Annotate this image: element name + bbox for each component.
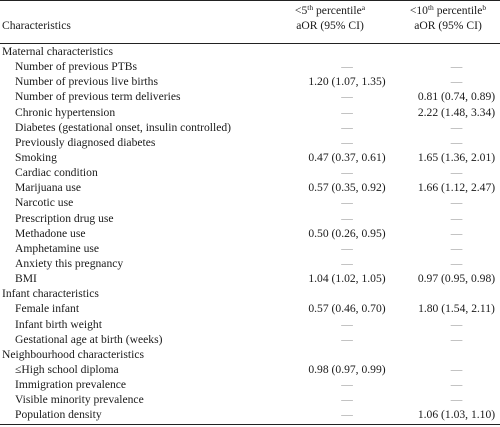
table-row <box>0 165 500 180</box>
aor-5th-percentile-cell: 0.57 (0.35, 0.92) <box>308 181 386 195</box>
row-label: ≤High school diploma <box>15 363 119 377</box>
table-row <box>0 271 500 286</box>
table-row <box>0 407 500 422</box>
aor-10th-percentile-cell <box>413 44 500 59</box>
header-text: percentile <box>313 4 362 17</box>
row-label: Narcotic use <box>15 196 74 210</box>
aor-5th-percentile-cell <box>297 44 413 59</box>
table-row <box>0 74 500 89</box>
header-text: <5 <box>294 4 308 17</box>
aor-5th-percentile-cell: — <box>341 378 353 392</box>
aor-10th-percentile-cell: — <box>450 257 463 271</box>
table-row <box>0 241 500 256</box>
aor-10th-percentile-cell: — <box>450 75 463 89</box>
table-row <box>0 59 500 74</box>
aor-10th-percentile-cell: — <box>450 378 463 392</box>
table-row <box>0 392 500 407</box>
section-label: Infant characteristics <box>2 287 99 301</box>
row-label: Immigration prevalence <box>15 378 127 392</box>
row-label: BMI <box>15 272 37 286</box>
aor-5th-percentile-cell: — <box>341 332 353 346</box>
aor-10th-percentile-cell: — <box>450 196 463 210</box>
column-header-line2: aOR (95% CI) <box>414 19 482 32</box>
aor-10th-percentile-cell: 2.22 (1.48, 3.34) <box>417 105 496 119</box>
row-label: Prescription drug use <box>15 211 114 225</box>
aor-10th-percentile-cell: — <box>450 120 463 134</box>
section-row <box>0 44 500 59</box>
header-footnote-mark: a <box>361 3 366 12</box>
table-row <box>0 135 500 150</box>
header-text: percentile <box>433 4 483 17</box>
row-label: Diabetes (gestational onset, insulin controlled) <box>15 120 232 134</box>
row-label: Infant birth weight <box>15 317 102 331</box>
aor-10th-percentile-cell: — <box>450 332 463 346</box>
aor-10th-percentile-cell: — <box>450 135 463 149</box>
aor-5th-percentile-cell: — <box>341 211 353 225</box>
table-row <box>0 120 500 135</box>
row-label: Visible minority prevalence <box>15 393 144 407</box>
section-label: Neighbourhood characteristics <box>2 347 144 361</box>
table-row <box>0 317 500 332</box>
aor-10th-percentile-cell <box>413 347 500 362</box>
aor-5th-percentile-cell <box>297 286 413 301</box>
section-row <box>0 286 500 301</box>
aor-10th-percentile-cell: — <box>450 226 463 240</box>
row-label: Marijuana use <box>15 181 81 195</box>
aor-5th-percentile-cell: 0.47 (0.37, 0.61) <box>308 151 386 165</box>
row-label: Anxiety this pregnancy <box>15 257 124 271</box>
aor-10th-percentile-cell: 0.81 (0.74, 0.89) <box>417 90 496 104</box>
aor-10th-percentile-cell: 1.80 (1.54, 2.11) <box>418 302 495 316</box>
table-row <box>0 150 500 165</box>
row-label: Number of previous term deliveries <box>15 90 181 104</box>
row-label: Gestational age at birth (weeks) <box>15 332 163 346</box>
table-row <box>0 362 500 377</box>
table-row <box>0 226 500 241</box>
aor-5th-percentile-cell: — <box>341 408 353 422</box>
aor-10th-percentile-cell: — <box>450 241 463 255</box>
aor-10th-percentile-cell: 1.66 (1.12, 2.47) <box>417 181 496 195</box>
row-label: Chronic hypertension <box>15 105 116 119</box>
aor-10th-percentile-cell: — <box>450 317 463 331</box>
table-bottom-rule <box>0 424 500 425</box>
row-label: Female infant <box>15 302 80 316</box>
header-footnote-mark: b <box>482 3 487 12</box>
aor-5th-percentile-cell: — <box>341 90 353 104</box>
aor-10th-percentile-cell: — <box>450 393 463 407</box>
row-label: Smoking <box>15 151 57 165</box>
column-header-line1 <box>282 3 378 18</box>
column-header-5th-percentile <box>282 3 378 33</box>
aor-10th-percentile-cell: 1.65 (1.36, 2.01) <box>417 151 496 165</box>
aor-5th-percentile-cell: 0.98 (0.97, 0.99) <box>308 363 386 377</box>
row-label: Number of previous live births <box>15 75 158 89</box>
header-text: <10 <box>409 4 428 17</box>
aor-5th-percentile-cell: — <box>341 393 353 407</box>
aor-5th-percentile-cell: — <box>341 135 353 149</box>
table-row <box>0 180 500 195</box>
table-row <box>0 256 500 271</box>
aor-5th-percentile-cell: — <box>341 196 353 210</box>
table-row <box>0 89 500 104</box>
aor-10th-percentile-cell <box>413 286 500 301</box>
aor-10th-percentile-cell: — <box>450 211 463 225</box>
aor-5th-percentile-cell: — <box>341 317 353 331</box>
aor-10th-percentile-cell: 0.97 (0.95, 0.98) <box>417 272 496 286</box>
column-header-line2: aOR (95% CI) <box>296 19 364 32</box>
aor-10th-percentile-cell: — <box>450 363 463 377</box>
row-label: Previously diagnosed diabetes <box>15 135 156 149</box>
aor-5th-percentile-cell: 1.20 (1.07, 1.35) <box>308 75 386 89</box>
header-sup: th <box>307 3 314 12</box>
table-body <box>0 44 500 423</box>
column-header-10th-percentile <box>398 3 498 33</box>
aor-5th-percentile-cell: 0.50 (0.26, 0.95) <box>308 226 386 240</box>
table-row <box>0 105 500 120</box>
aor-10th-percentile-cell: — <box>450 60 463 74</box>
section-label: Maternal characteristics <box>2 45 114 59</box>
aor-5th-percentile-cell: — <box>341 257 353 271</box>
table-top-rule <box>0 0 500 1</box>
row-label: Cardiac condition <box>15 166 98 180</box>
aor-5th-percentile-cell: — <box>341 60 353 74</box>
header-sup: th <box>427 3 434 12</box>
row-label: Population density <box>15 408 102 422</box>
aor-10th-percentile-cell: 1.06 (1.03, 1.10) <box>417 408 496 422</box>
column-header-line1 <box>398 3 498 18</box>
aor-5th-percentile-cell: — <box>341 120 353 134</box>
table-row <box>0 377 500 392</box>
table-row <box>0 332 500 347</box>
aor-5th-percentile-cell: — <box>341 166 353 180</box>
aor-10th-percentile-cell: — <box>450 166 463 180</box>
row-label: Number of previous PTBs <box>15 60 138 74</box>
aor-5th-percentile-cell: — <box>341 241 353 255</box>
aor-5th-percentile-cell <box>297 347 413 362</box>
characteristics-header: Characteristics <box>2 19 71 32</box>
row-label: Amphetamine use <box>15 241 100 255</box>
table-row <box>0 301 500 316</box>
aor-5th-percentile-cell: — <box>341 105 353 119</box>
table-row <box>0 211 500 226</box>
row-label: Methadone use <box>15 226 86 240</box>
table-row <box>0 195 500 210</box>
section-row <box>0 347 500 362</box>
aor-5th-percentile-cell: 1.04 (1.02, 1.05) <box>308 272 386 286</box>
aor-5th-percentile-cell: 0.57 (0.46, 0.70) <box>308 302 386 316</box>
